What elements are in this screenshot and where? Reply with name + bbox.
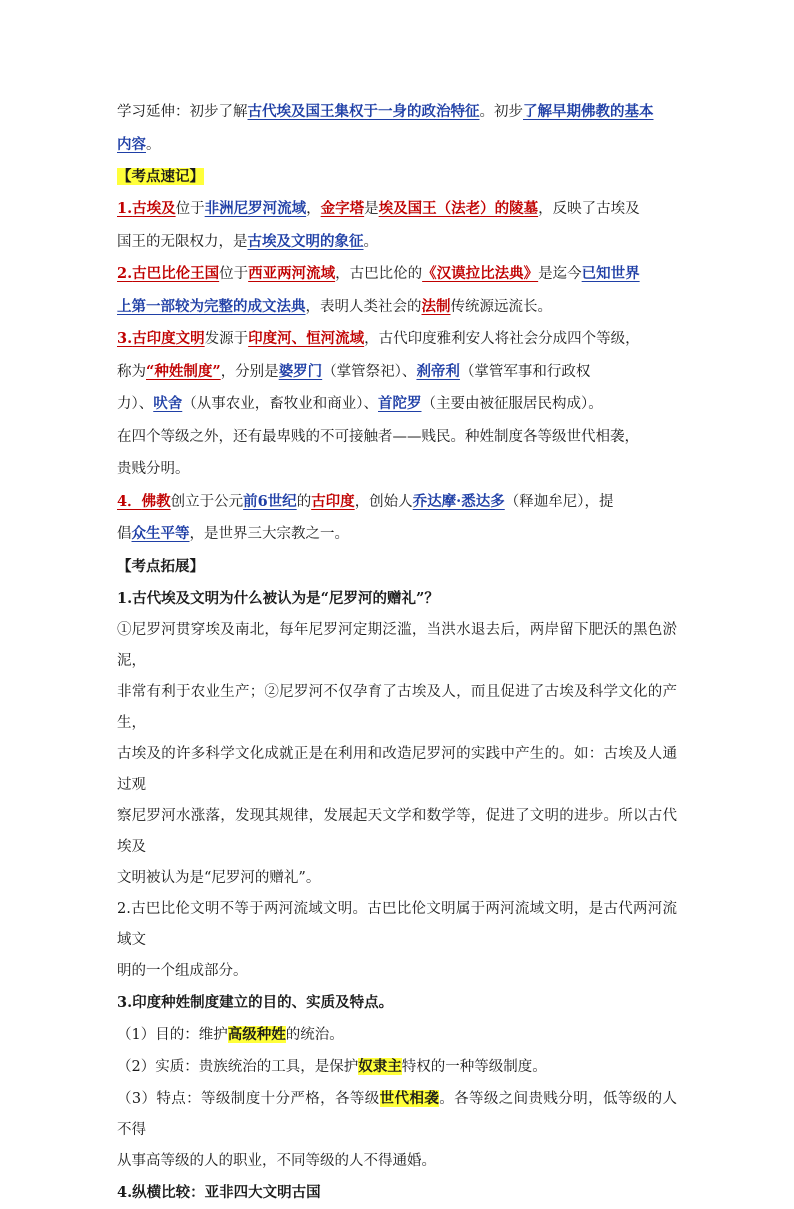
item2-code: 《汉谟拉比法典》 [422, 265, 539, 282]
item3-text: 发源于 [204, 331, 249, 347]
item4-founder: 乔达摩·悉达多 [412, 492, 505, 510]
q3-text: 。各等级之间贵贱分明，低等级的人不得 [117, 1090, 678, 1138]
q1-line: 古埃及的许多科学文化成就正是在利用和改造尼罗河的实践中产生的。如：古埃及人通过观 [117, 745, 677, 793]
q3-title: 3.印度种姓制度建立的目的、实质及特点。 [117, 993, 394, 1011]
item4-text: 的 [296, 493, 312, 510]
item4-text: 倡 [117, 526, 132, 542]
item4-text: ，是世界三大宗教之一。 [189, 526, 349, 542]
tuozhan-heading: 【考点拓展】 [117, 557, 204, 575]
q3-answer-3 [117, 1083, 677, 1177]
item1-text: ， [306, 201, 321, 217]
intro-paragraph [117, 96, 677, 161]
item1-text: 位于 [175, 201, 205, 217]
q3-text: 从事高等级的人的职业，不同等级的人不得通婚。 [117, 1152, 436, 1169]
item4-text: （释迦牟尼），提 [504, 493, 614, 510]
item3-text: （掌管祭祀）、 [322, 363, 417, 380]
item1-text: 国王的无限权力，是 [117, 233, 248, 250]
item4-place: 古印度 [311, 492, 355, 510]
item2-name: 古巴比伦王国 [132, 265, 220, 282]
item3-text: 称为 [117, 363, 146, 380]
item1-symbol: 古埃及文明的象征 [247, 232, 364, 250]
item2-known-b: 上第一部较为完整的成文法典 [117, 297, 306, 315]
item1-pyramid: 金字塔 [320, 200, 365, 217]
item2-paragraph [117, 258, 677, 323]
item1-name: 古埃及 [132, 200, 176, 217]
item3-name: 古印度文明 [132, 330, 205, 347]
item3-text: （主要由被征服居民构成）。 [421, 396, 603, 412]
intro-link-buddhism-a: 了解早期佛教的基本 [523, 103, 654, 120]
q4-title: 4.纵横比较：亚非四大文明古国 [117, 1183, 321, 1201]
item1-location: 非洲尼罗河流域 [204, 200, 307, 217]
item3-vaishya: 吠舍 [153, 395, 183, 412]
intro-prefix: 学习延伸：初步了解 [117, 104, 248, 120]
item2-text: ，表明人类社会的 [305, 298, 422, 315]
item2-text: 传统源远流长。 [450, 298, 552, 315]
kaodian-title: 【考点速记】 [117, 168, 204, 185]
item2-text: 位于 [219, 266, 249, 282]
item4-equality: 众生平等 [131, 525, 190, 542]
q1-answer [117, 615, 677, 894]
item1-text: 。 [363, 233, 378, 250]
item3-brahmin: 婆罗门 [278, 362, 323, 380]
item3-text: 力）、 [117, 396, 154, 412]
q1-title: 1.古代埃及文明为什么被认为是“尼罗河的赠礼”？ [117, 589, 439, 607]
item3-text: ，古代印度雅利安人将社会分成四个等级， [364, 331, 640, 347]
q2-line: 2.古巴比伦文明不等于两河流域文明。古巴比伦文明属于两河流域文明，是古代两河流域文 [117, 900, 677, 948]
q3-highlight-slaveowner: 奴隶主 [358, 1057, 402, 1075]
q3-text: （2）实质：贵族统治的工具，是保护 [117, 1058, 359, 1075]
item1-text: 是 [364, 201, 379, 217]
intro-link-egypt: 古代埃及国王集权于一身的政治特征 [247, 103, 480, 120]
item1-paragraph [117, 193, 677, 258]
item2-text: ，古巴比伦的 [335, 266, 423, 282]
q3-highlight-high-caste: 高级种姓 [227, 1025, 286, 1043]
intro-mid: 。初步 [479, 104, 523, 120]
item3-paragraph [117, 323, 677, 486]
item4-text: ，创始人 [354, 493, 413, 510]
q1-line: 察尼罗河水涨落，发现其规律，发展起天文学和数学等，促进了文明的进步。所以古代埃及 [117, 807, 677, 855]
intro-link-buddhism-b: 内容 [117, 135, 146, 153]
q1-line: 非常有利于农业生产；②尼罗河不仅孕育了古埃及人，而且促进了古埃及科学文化的产生， [117, 683, 677, 731]
q3-answer-1 [117, 1019, 677, 1051]
q3-text: （3）特点：等级制度十分严格，各等级 [117, 1090, 380, 1107]
q3-text: 的统治。 [285, 1026, 344, 1043]
kaodian-heading [117, 161, 677, 193]
item3-number: 3. [117, 330, 133, 347]
item3-caste: “种姓制度” [146, 362, 221, 380]
q3-answer-2 [117, 1051, 677, 1083]
q1-line: ①尼罗河贯穿埃及南北，每年尼罗河定期泛滥，当洪水退去后，两岸留下肥沃的黑色淤泥， [117, 621, 677, 669]
q3-highlight-hereditary: 世代相袭 [379, 1089, 440, 1107]
q3-text: 特权的一种等级制度。 [401, 1058, 547, 1075]
item2-text: 是迄今 [538, 266, 582, 282]
item4-name: 佛教 [141, 492, 171, 510]
item2-law: 法制 [421, 297, 451, 315]
item2-known-a: 已知世界 [581, 265, 640, 282]
item3-location: 印度河、恒河流域 [248, 330, 365, 347]
q2-line: 明的一个组成部分。 [117, 962, 248, 979]
item1-tomb: 埃及国王（法老）的陵墓 [378, 200, 539, 217]
item3-text: ，分别是 [220, 363, 279, 380]
item3-text: （掌管军事和行政权 [459, 363, 591, 380]
item3-text: 贵贱分明。 [117, 461, 190, 477]
intro-end: 。 [146, 136, 161, 153]
item3-text: 在四个等级之外，还有最卑贱的不可接触者——贱民。种姓制度各等级世代相袭， [117, 428, 639, 445]
item4-text: 创立于公元 [170, 493, 244, 510]
item3-kshatriya: 刹帝利 [416, 362, 460, 380]
q3-text: （1）目的：维护 [117, 1026, 228, 1043]
q1-line: 文明被认为是“尼罗河的赠礼”。 [117, 869, 321, 886]
document-page [117, 96, 677, 1209]
item3-shudra: 首陀罗 [378, 395, 422, 412]
q2-paragraph [117, 894, 677, 987]
item2-number: 2. [117, 265, 133, 282]
item1-number: 1. [117, 200, 133, 217]
item3-text: （从事农业，畜牧业和商业）、 [182, 396, 378, 412]
item4-paragraph [117, 486, 677, 551]
item1-text: ，反映了古埃及 [538, 201, 640, 217]
item2-location: 西亚两河流域 [248, 265, 336, 282]
item4-century: 前6世纪 [243, 492, 297, 510]
item4-number: 4． [117, 492, 142, 510]
